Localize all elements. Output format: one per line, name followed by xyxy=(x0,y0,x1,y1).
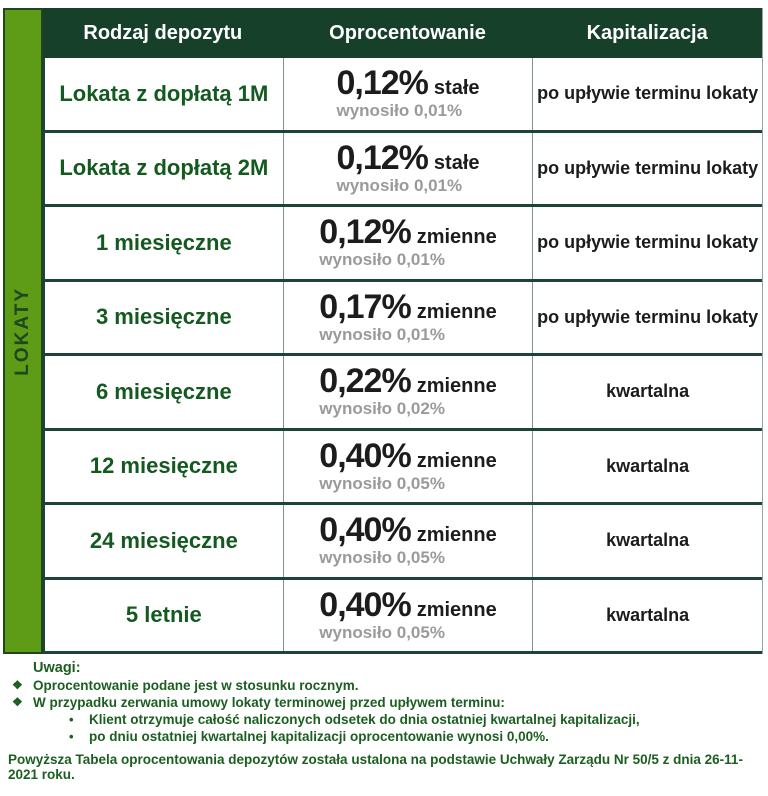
dot-bullet-icon: • xyxy=(69,712,74,727)
rate-value: 0,22% xyxy=(319,362,411,401)
header-oprocentowanie: Oprocentowanie xyxy=(329,21,486,44)
previous-rate: wynosiło 0,05% xyxy=(319,548,445,568)
rate-type: zmienne xyxy=(416,524,497,547)
table-row xyxy=(43,207,762,282)
note-item xyxy=(10,677,640,694)
rate-block xyxy=(319,585,497,643)
previous-rate: wynosiło 0,01% xyxy=(319,250,445,270)
table-row xyxy=(43,505,762,580)
rate-block xyxy=(319,215,496,270)
rate-block xyxy=(319,287,497,345)
note-item xyxy=(10,694,640,711)
rate-value: 0,12% xyxy=(336,138,428,177)
deposit-name: Lokata z dopłatą 2M xyxy=(59,155,269,181)
rate-block xyxy=(319,513,496,568)
dot-bullet-icon: • xyxy=(69,729,74,744)
diamond-bullet-icon: ❖ xyxy=(12,695,23,709)
capitalization: po upływie terminu lokaty xyxy=(537,83,759,104)
notes-section xyxy=(10,660,640,745)
sidebar-lokaty-label: LOKATY xyxy=(12,286,33,376)
rate-type: zmienne xyxy=(416,449,497,472)
deposit-name: 1 miesięczne xyxy=(95,229,232,255)
rate-type: zmienne xyxy=(416,226,497,249)
table-row xyxy=(43,58,762,133)
capitalization: kwartalna xyxy=(606,455,690,476)
capitalization: po upływie terminu lokaty xyxy=(537,232,759,253)
deposit-name: 5 letnie xyxy=(125,602,202,628)
table-row xyxy=(43,356,762,431)
notes-title: Uwagi: xyxy=(33,660,81,676)
capitalization: kwartalna xyxy=(606,530,690,551)
deposit-name: 24 miesięczne xyxy=(89,527,238,553)
previous-rate: wynosiło 0,01% xyxy=(336,175,463,195)
rates-table xyxy=(3,8,763,654)
rate-value: 0,40% xyxy=(319,585,411,624)
rate-block xyxy=(337,66,480,121)
rate-value: 0,12% xyxy=(319,213,411,252)
table-row xyxy=(43,431,762,506)
capitalization: po upływie terminu lokaty xyxy=(537,306,759,327)
capitalization: kwartalna xyxy=(606,381,690,402)
previous-rate: wynosiło 0,01% xyxy=(336,101,463,121)
rate-type: zmienne xyxy=(416,300,497,323)
deposit-name: Lokata z dopłatą 1M xyxy=(59,80,269,106)
deposit-name: 12 miesięczne xyxy=(89,453,238,479)
header-rodzaj-depozytu: Rodzaj depozytu xyxy=(83,21,243,44)
rate-block xyxy=(319,436,497,494)
rate-value: 0,40% xyxy=(319,436,411,475)
sidebar-lokaty-band xyxy=(3,8,43,654)
previous-rate: wynosiło 0,02% xyxy=(319,399,445,419)
rate-type: stałe xyxy=(433,151,480,174)
rate-value: 0,12% xyxy=(336,64,428,103)
rate-type: stałe xyxy=(433,77,480,100)
rate-block xyxy=(319,364,496,419)
table-header-row xyxy=(43,8,762,58)
rate-value: 0,40% xyxy=(319,511,411,550)
table-row xyxy=(43,133,762,208)
rate-value: 0,17% xyxy=(319,287,411,326)
note-text: W przypadku zerwania umowy lokaty terminowej przed upływem terminu: xyxy=(33,695,505,710)
previous-rate: wynosiło 0,01% xyxy=(319,324,445,344)
capitalization: kwartalna xyxy=(606,604,690,625)
rate-block xyxy=(336,138,480,196)
previous-rate: wynosiło 0,05% xyxy=(319,473,445,493)
note-sub-text: Klient otrzymuje całość naliczonych odsetek do dnia ostatniej kwartalnej kapitalizacji, xyxy=(89,712,640,727)
capitalization: po upływie terminu lokaty xyxy=(537,157,759,178)
rates-grid xyxy=(43,8,763,654)
header-kapitalizacja: Kapitalizacja xyxy=(586,21,708,44)
table-row xyxy=(43,580,762,655)
rate-type: zmienne xyxy=(416,598,497,621)
note-sub-item xyxy=(67,728,640,745)
rate-type: zmienne xyxy=(416,375,497,398)
footer-resolution-note: Powyższa Tabela oprocentowania depozytów została ustalona na podstawie Uchwały Zarządu Nr 50/5 z dnia 26-11-2021 roku. xyxy=(8,752,743,782)
note-sub-text: po dniu ostatniej kwartalnej kapitalizacji oprocentowanie wynosi 0,00%. xyxy=(89,729,549,744)
deposit-name: 3 miesięczne xyxy=(95,304,232,330)
deposit-name: 6 miesięczne xyxy=(95,378,232,404)
note-sub-item xyxy=(67,711,640,728)
previous-rate: wynosiło 0,05% xyxy=(319,622,445,642)
note-text: Oprocentowanie podane jest w stosunku rocznym. xyxy=(33,678,359,693)
diamond-bullet-icon: ❖ xyxy=(12,678,23,692)
table-row xyxy=(43,282,762,357)
